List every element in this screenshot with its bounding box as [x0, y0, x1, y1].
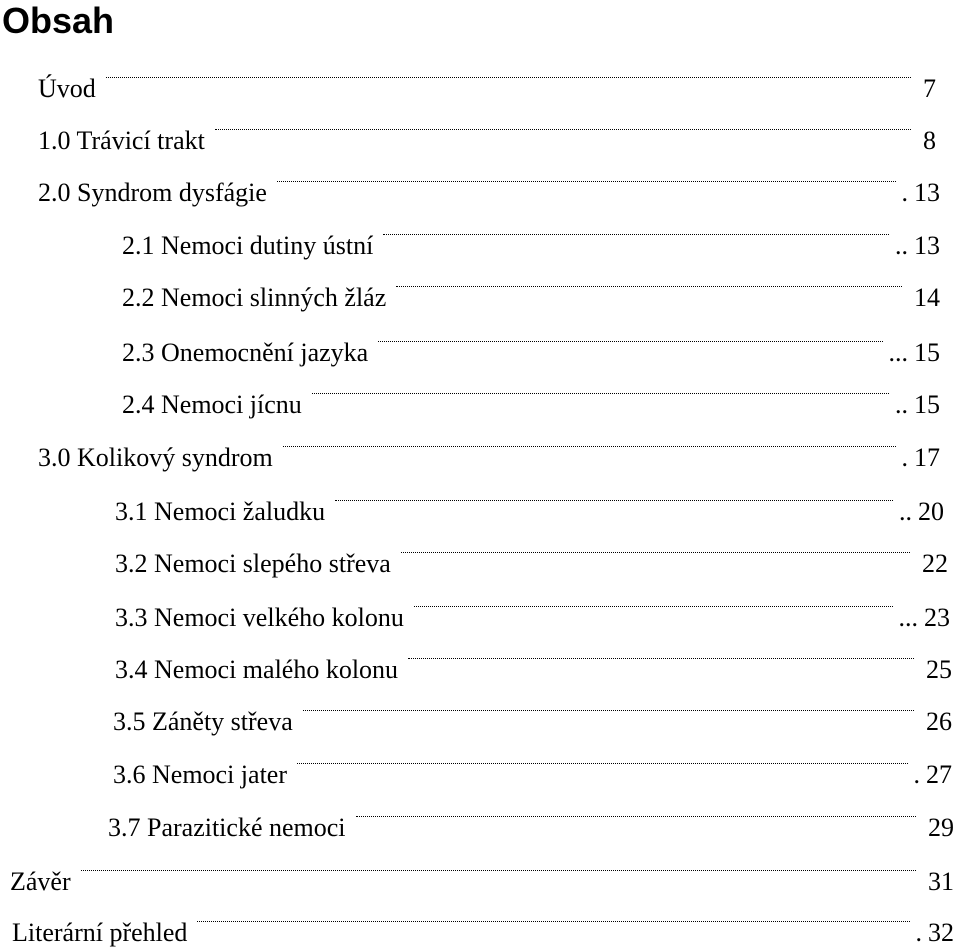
toc-entry-nemoci-jater[interactable]: [113, 757, 952, 793]
dot-leader: [401, 546, 910, 582]
toc-entry-dots: .: [913, 760, 920, 789]
dot-leader: [215, 123, 911, 159]
toc-entry-page: 26: [926, 707, 952, 736]
toc-entry-nemoci-slepeho-streva[interactable]: [115, 546, 948, 582]
toc-entry-page: 25: [926, 655, 952, 684]
toc-entry-page: 13: [914, 178, 940, 207]
toc-entry-title: 3.2 Nemoci slepého střeva: [115, 549, 391, 578]
page-title: Obsah: [2, 0, 115, 41]
toc-entry-page: 27: [926, 760, 952, 789]
dot-leader: [335, 494, 893, 530]
toc-entry-page: 17: [914, 443, 940, 472]
toc-entry-page: 32: [928, 918, 954, 947]
toc-entry-title: 3.5 Záněty střeva: [113, 707, 293, 736]
dot-leader: [106, 71, 911, 107]
toc-entry-nemoci-velkeho-kolonu[interactable]: [115, 600, 950, 636]
toc-entry-paraziticke-nemoci[interactable]: [108, 810, 954, 846]
toc-entry-kolikovy-syndrom[interactable]: [38, 440, 940, 476]
toc-entry-title: 3.7 Parazitické nemoci: [108, 813, 346, 842]
toc-entry-page: 22: [922, 549, 948, 578]
dot-leader: [383, 228, 889, 264]
dot-leader: [303, 704, 914, 740]
toc-entry-nemoci-dutiny-ustni[interactable]: [122, 228, 940, 264]
toc-entry-dots: ...: [888, 338, 908, 367]
toc-entry-page: 20: [918, 497, 944, 526]
toc-entry-syndrom-dysfagie[interactable]: [38, 175, 940, 211]
toc-entry-page: 7: [923, 74, 936, 103]
toc-entry-page: 29: [928, 813, 954, 842]
toc-entry-onemocneni-jazyka[interactable]: [122, 335, 940, 371]
toc-entry-title: 3.3 Nemoci velkého kolonu: [115, 603, 404, 632]
toc-entry-title: 2.4 Nemoci jícnu: [122, 390, 302, 419]
dot-leader: [378, 335, 882, 371]
dot-leader: [197, 915, 909, 951]
toc-entry-title: 3.6 Nemoci jater: [113, 760, 287, 789]
toc-entry-zanety-streva[interactable]: [113, 704, 952, 740]
toc-entry-dots: ..: [899, 497, 912, 526]
dot-leader: [356, 810, 916, 846]
toc-entry-nemoci-zaludku[interactable]: [115, 494, 944, 530]
toc-entry-nemoci-slinnych-zlaz[interactable]: [122, 280, 940, 316]
toc-entry-page: 14: [914, 283, 940, 312]
toc-entry-title: 3.1 Nemoci žaludku: [115, 497, 326, 526]
toc-entry-title: 2.3 Onemocnění jazyka: [122, 338, 369, 367]
toc-entry-page: 15: [914, 338, 940, 367]
dot-leader: [414, 600, 893, 636]
dot-leader: [396, 280, 902, 316]
toc-entry-dots: ...: [898, 603, 918, 632]
toc-entry-dots: ..: [895, 390, 908, 419]
toc-entry-title: 3.4 Nemoci malého kolonu: [115, 655, 399, 684]
toc-entry-dots: .: [901, 443, 908, 472]
toc-entry-title: 3.0 Kolikový syndrom: [38, 443, 273, 472]
toc-entry-nemoci-maleho-kolonu[interactable]: [115, 652, 952, 688]
toc-entry-title: 2.2 Nemoci slinných žláz: [122, 283, 387, 312]
toc-entry-page: 8: [923, 126, 936, 155]
toc-entry-uvod[interactable]: [38, 71, 936, 107]
toc-entry-page: 23: [924, 603, 950, 632]
dot-leader: [312, 387, 889, 423]
toc-entry-zaver[interactable]: [10, 864, 954, 900]
toc-entry-title: Závěr: [10, 867, 71, 896]
toc-entry-title: 2.0 Syndrom dysfágie: [38, 178, 267, 207]
dot-leader: [277, 175, 896, 211]
dot-leader: [283, 440, 896, 476]
toc-entry-nemoci-jicnu[interactable]: [122, 387, 940, 423]
toc-entry-page: 13: [914, 231, 940, 260]
toc-entry-title: Úvod: [38, 74, 96, 103]
toc-entry-title: 2.1 Nemoci dutiny ústní: [122, 231, 374, 260]
toc-entry-dots: ..: [895, 231, 908, 260]
toc-entry-literarni-prehled[interactable]: [12, 915, 954, 951]
toc-entry-page: 15: [914, 390, 940, 419]
dot-leader: [297, 757, 908, 793]
dot-leader: [408, 652, 914, 688]
toc-entry-page: 31: [928, 867, 954, 896]
toc-entry-dots: .: [915, 918, 922, 947]
toc-entry-title: 1.0 Trávicí trakt: [38, 126, 205, 155]
toc-entry-title: Literární přehled: [12, 918, 188, 947]
toc-entry-dots: .: [901, 178, 908, 207]
dot-leader: [81, 864, 916, 900]
toc-entry-travici-trakt[interactable]: [38, 123, 936, 159]
